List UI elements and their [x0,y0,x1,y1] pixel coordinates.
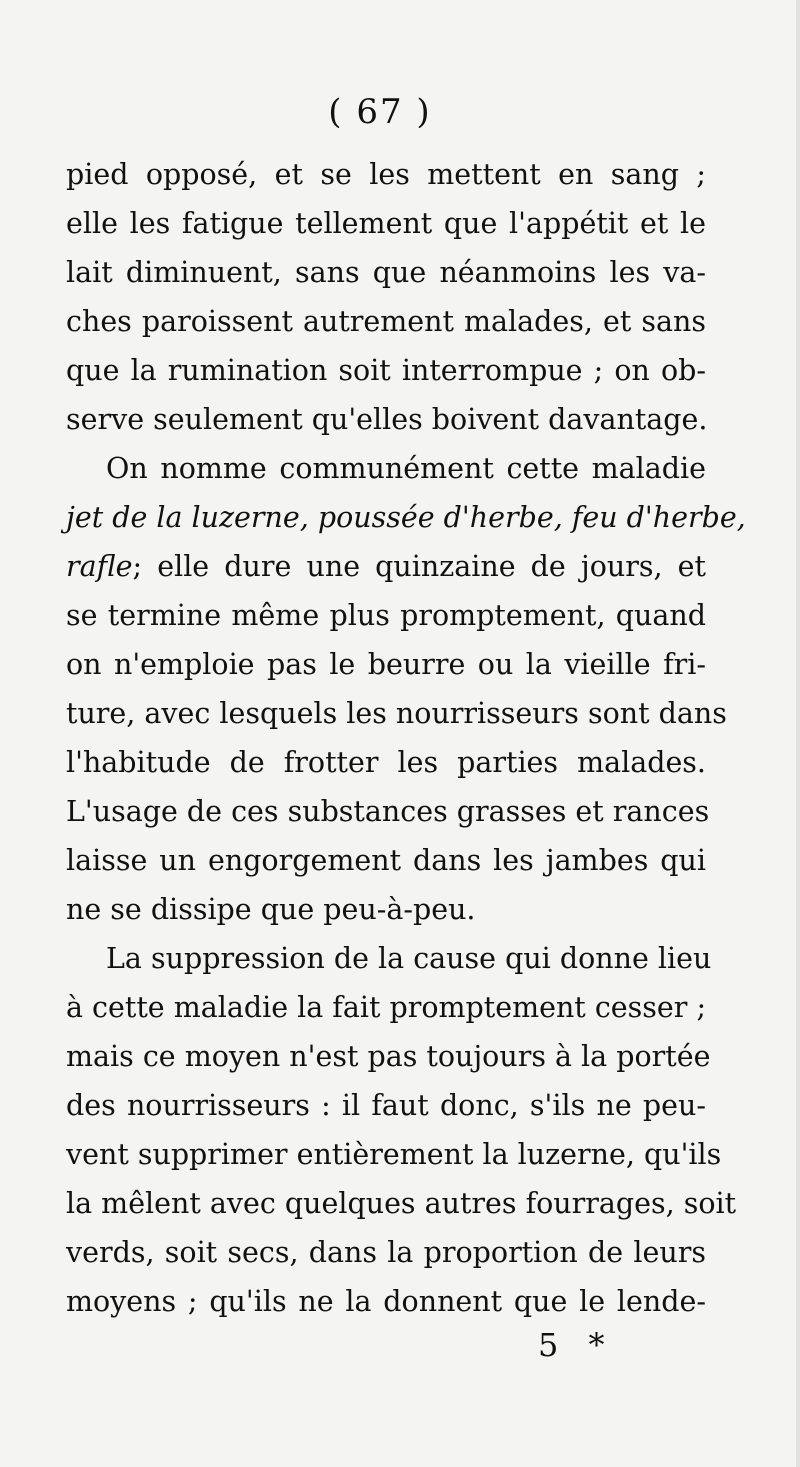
signature-mark: 5 * [538,1326,615,1364]
text-line: ches paroissent autrement malades, et sans [66,305,706,338]
text-line: on n'emploie pas le beurre ou la vieille fri- [66,648,706,681]
paragraph-first-line: On nomme communément cette maladie [106,452,706,485]
page-number: ( 67 ) [328,92,432,132]
text-line: L'usage de ces substances grasses et rances [66,795,710,828]
text-line: vent supprimer entièrement la luzerne, qu'ils [66,1138,722,1171]
text-line: pied opposé, et se les mettent en sang ; [66,158,706,191]
text-line: laisse un engorgement dans les jambes qui [66,844,706,877]
text-line: des nourrisseurs : il faut donc, s'ils ne peu- [66,1089,706,1122]
text-fragment: ; elle dure une quinzaine de jours, et [132,550,706,583]
text-line: mais ce moyen n'est pas toujours à la portée [66,1040,711,1073]
text-line: à cette maladie la fait promptement cesser ; [66,991,707,1024]
text-line: se termine même plus promptement, quand [66,599,706,632]
italic-term: rafle [66,550,133,583]
italic-term-line: jet de la luzerne, poussée d'herbe, feu d'herbe, [66,501,746,534]
text-line: ture, avec lesquels les nourrisseurs sont dans [66,697,727,730]
text-line: l'habitude de frotter les parties malades. [66,746,706,779]
text-line: ne se dissipe que peu-à-peu. [66,893,476,926]
paragraph-first-line: La suppression de la cause qui donne lieu [106,942,712,975]
body-text [66,150,746,1326]
text-line: la mêlent avec quelques autres fourrages, soit [66,1187,737,1220]
text-line: serve seulement qu'elles boivent davantage. [66,403,708,436]
text-line: que la rumination soit interrompue ; on ob- [66,354,706,387]
mixed-line [66,542,706,591]
text-line: lait diminuent, sans que néanmoins les va- [66,256,706,289]
text-line: moyens ; qu'ils ne la donnent que le lende- [66,1285,706,1318]
text-line: verds, soit secs, dans la proportion de leurs [66,1236,706,1269]
text-line: elle les fatigue tellement que l'appétit et le [66,207,706,240]
